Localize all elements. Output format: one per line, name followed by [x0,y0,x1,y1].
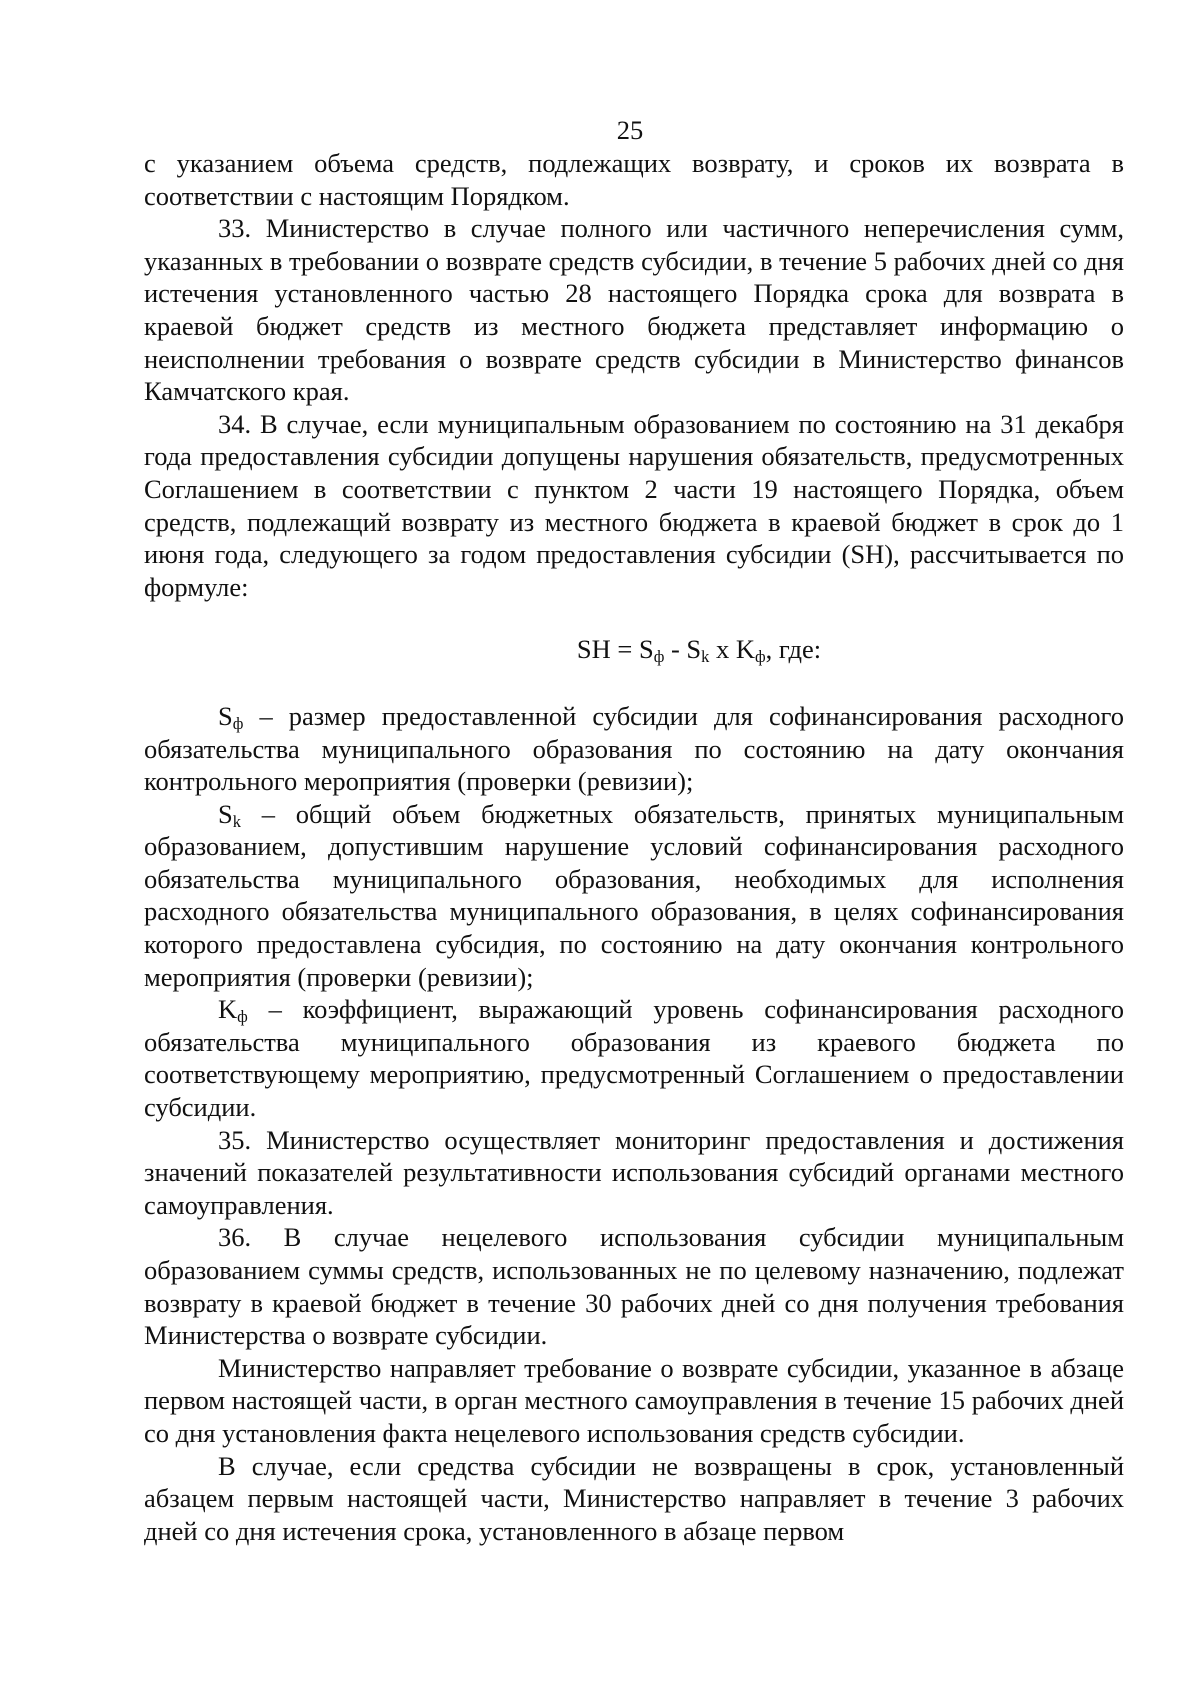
paragraph-36: 36. В случае нецелевого использования субсидии муниципальным образованием суммы средств, использованных не по целевому назначению, подлежат возврату в краевой бюджет в течение 30 рабочих дней со дня получения требования Министерства о возврате субсидии. [144,1222,1124,1351]
page-number: 25 [616,115,644,145]
definition-text: – коэффициент, выражающий уровень софинансирования расходного обязательства муниципального образования из краевого бюджета по соответствующему мероприятию, предусмотренный Соглашением о предоставлении субсидии. [144,994,1124,1123]
formula-sub-3: ф [755,647,766,667]
definition-s-f [144,700,1124,798]
paragraph-34: 34. В случае, если муниципальным образованием по состоянию на 31 декабря года предоставления субсидии допущены нарушения обязательств, предусмотренных Соглашением в соответствии с пунктом 2 части 19 настоящего Порядка, объем средств, подлежащий возврату из местного бюджета в краевой бюджет в срок до 1 июня года, следующего за годом предоставления субсидии (SH), рассчитывается по формуле: [144,408,1124,602]
formula-lhs: SH = S [576,634,654,665]
definition-text: – общий объем бюджетных обязательств, принятых муниципальным образованием, допустившим нарушение условий софинансирования расходного обязательства муниципального образования, необходимых для исполнения расходного обязательства муниципального образования, в целях софинансирования которого предоставлена субсидия, по состоянию на дату окончания контрольного мероприятия (проверки (ревизии); [144,798,1124,992]
definition-text: – размер предоставленной субсидии для софинансирования расходного обязательства муниципального образования по состоянию на дату окончания контрольного мероприятия (проверки (ревизии); [144,700,1124,797]
paragraph-36-abzac-3: В случае, если средства субсидии не возвращены в срок, установленный абзацем первым настоящей части, Министерство направляет в течение 3 рабочих дней со дня истечения срока, установленного в абзаце первом [144,1450,1124,1546]
formula-sub-2: k [701,647,710,667]
paragraph-continuation: с указанием объема средств, подлежащих возврату, и сроков их возврата в соответствии с настоящим Порядком. [144,148,1124,211]
definition-k-f [144,993,1124,1123]
definition-symbol: S [218,798,233,829]
paragraph-33: 33. Министерство в случае полного или частичного неперечисления сумм, указанных в требовании о возврате средств субсидии, в течение 5 рабочих дней со дня истечения установленного частью 28 настоящего Порядка срока для возврата в краевой бюджет средств из местного бюджета представляет информацию о неисполнении требования о возврате средств субсидии в Министерство финансов Камчатского края. [144,213,1124,407]
definition-subscript: ф [237,1007,248,1027]
definition-s-k [144,798,1124,994]
definition-symbol: K [218,994,238,1025]
formula-sub-1: ф [653,647,665,667]
definition-symbol: S [218,700,233,731]
paragraph-36-abzac-2: Министерство направляет требование о возврате субсидии, указанное в абзаце первом настоящей части, в орган местного самоуправления в течение 15 рабочих дней со дня установления факта нецелевого использования средств субсидии. [144,1352,1124,1448]
paragraph-35: 35. Министерство осуществляет мониторинг предоставления и достижения значений показателей результативности использования субсидий органами местного самоуправления. [144,1124,1124,1220]
formula-mid-2: x K [709,634,756,665]
formula [144,633,1124,666]
definition-subscript: ф [232,714,244,733]
formula-mid-1: - S [664,634,702,665]
definition-subscript: k [232,811,241,831]
document-body [144,147,1124,1547]
formula-tail: , где: [765,634,822,665]
